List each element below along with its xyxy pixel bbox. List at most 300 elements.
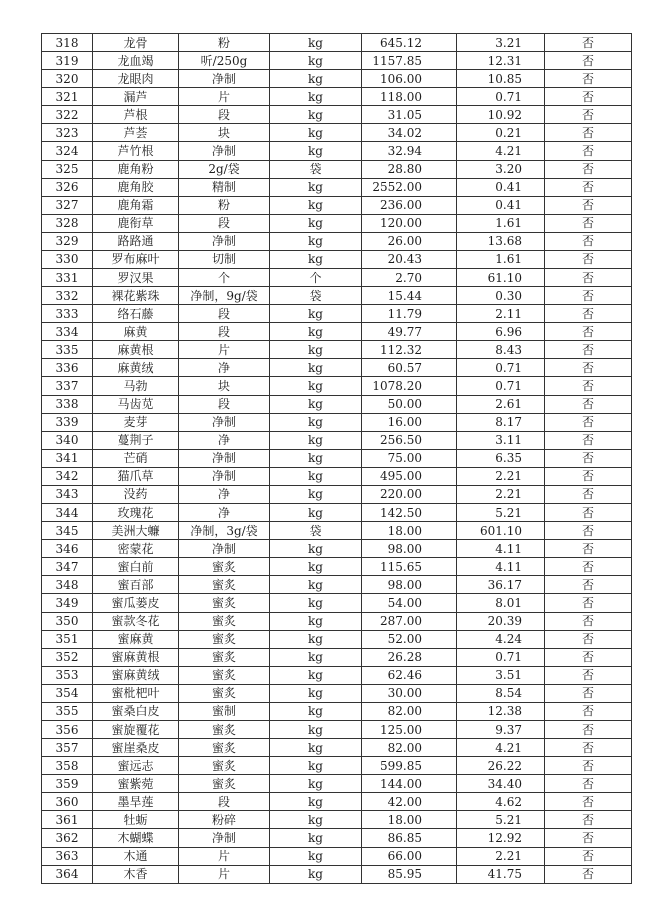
herb-name-cell: 蜜紫菀 [93, 775, 179, 793]
quantity-cell: 12.92 [457, 829, 545, 847]
row-number-cell: 322 [42, 106, 93, 124]
price-cell: 98.00 [362, 576, 457, 594]
unit-cell: kg [270, 467, 362, 485]
row-number-cell: 336 [42, 359, 93, 377]
quantity-cell: 12.31 [457, 52, 545, 70]
unit-cell: kg [270, 341, 362, 359]
specification-cell: 蜜炙 [179, 757, 270, 775]
row-number-cell: 330 [42, 250, 93, 268]
quantity-cell: 0.41 [457, 196, 545, 214]
specification-cell: 段 [179, 305, 270, 323]
row-number-cell: 354 [42, 684, 93, 702]
specification-cell: 片 [179, 88, 270, 106]
herb-name-cell: 芦荟 [93, 124, 179, 142]
specification-cell: 净 [179, 504, 270, 522]
flag-cell: 否 [545, 52, 632, 70]
price-cell: 287.00 [362, 612, 457, 630]
quantity-cell: 4.21 [457, 142, 545, 160]
unit-cell: kg [270, 847, 362, 865]
row-number-cell: 339 [42, 413, 93, 431]
table-row [42, 702, 632, 720]
table-row [42, 214, 632, 232]
specification-cell: 净制 [179, 449, 270, 467]
unit-cell: kg [270, 720, 362, 738]
herb-name-cell: 蜜麻黄 [93, 630, 179, 648]
table-row [42, 269, 632, 287]
unit-cell: kg [270, 576, 362, 594]
herb-name-cell: 路路通 [93, 232, 179, 250]
row-number-cell: 347 [42, 558, 93, 576]
herb-name-cell: 麦芽 [93, 413, 179, 431]
quantity-cell: 41.75 [457, 865, 545, 883]
specification-cell: 段 [179, 214, 270, 232]
herb-name-cell: 麻黄根 [93, 341, 179, 359]
table-row [42, 576, 632, 594]
flag-cell: 否 [545, 847, 632, 865]
flag-cell: 否 [545, 630, 632, 648]
unit-cell: kg [270, 124, 362, 142]
flag-cell: 否 [545, 305, 632, 323]
herb-name-cell: 蜜白前 [93, 558, 179, 576]
price-cell: 86.85 [362, 829, 457, 847]
price-cell: 112.32 [362, 341, 457, 359]
price-cell: 645.12 [362, 34, 457, 52]
specification-cell: 2g/袋 [179, 160, 270, 178]
table-row [42, 395, 632, 413]
table-row [42, 811, 632, 829]
specification-cell: 段 [179, 395, 270, 413]
table-row [42, 558, 632, 576]
quantity-cell: 8.43 [457, 341, 545, 359]
table-row [42, 630, 632, 648]
flag-cell: 否 [545, 232, 632, 250]
table-row [42, 305, 632, 323]
quantity-cell: 3.11 [457, 431, 545, 449]
flag-cell: 否 [545, 449, 632, 467]
unit-cell: kg [270, 865, 362, 883]
quantity-cell: 0.71 [457, 648, 545, 666]
herb-name-cell: 木通 [93, 847, 179, 865]
quantity-cell: 26.22 [457, 757, 545, 775]
flag-cell: 否 [545, 359, 632, 377]
unit-cell: kg [270, 250, 362, 268]
unit-cell: kg [270, 702, 362, 720]
table-row [42, 757, 632, 775]
price-cell: 118.00 [362, 88, 457, 106]
quantity-cell: 0.41 [457, 178, 545, 196]
herb-name-cell: 蜜瓜蒌皮 [93, 594, 179, 612]
row-number-cell: 343 [42, 485, 93, 503]
herb-name-cell: 蔓荆子 [93, 431, 179, 449]
table-row [42, 485, 632, 503]
herb-name-cell: 美洲大蠊 [93, 522, 179, 540]
flag-cell: 否 [545, 485, 632, 503]
row-number-cell: 362 [42, 829, 93, 847]
flag-cell: 否 [545, 648, 632, 666]
price-cell: 52.00 [362, 630, 457, 648]
quantity-cell: 4.21 [457, 739, 545, 757]
quantity-cell: 1.61 [457, 250, 545, 268]
quantity-cell: 6.96 [457, 323, 545, 341]
herb-name-cell: 鹿衔草 [93, 214, 179, 232]
unit-cell: kg [270, 178, 362, 196]
flag-cell: 否 [545, 558, 632, 576]
row-number-cell: 341 [42, 449, 93, 467]
quantity-cell: 8.17 [457, 413, 545, 431]
specification-cell: 蜜炙 [179, 648, 270, 666]
quantity-cell: 12.38 [457, 702, 545, 720]
quantity-cell: 20.39 [457, 612, 545, 630]
row-number-cell: 320 [42, 70, 93, 88]
flag-cell: 否 [545, 522, 632, 540]
flag-cell: 否 [545, 196, 632, 214]
flag-cell: 否 [545, 504, 632, 522]
quantity-cell: 0.71 [457, 377, 545, 395]
flag-cell: 否 [545, 739, 632, 757]
unit-cell: kg [270, 757, 362, 775]
table-row [42, 359, 632, 377]
unit-cell: kg [270, 630, 362, 648]
table-row [42, 250, 632, 268]
specification-cell: 净 [179, 485, 270, 503]
table-row [42, 106, 632, 124]
table-row [42, 142, 632, 160]
flag-cell: 否 [545, 269, 632, 287]
price-cell: 32.94 [362, 142, 457, 160]
price-cell: 50.00 [362, 395, 457, 413]
herb-name-cell: 麻黄 [93, 323, 179, 341]
specification-cell: 段 [179, 323, 270, 341]
quantity-cell: 3.20 [457, 160, 545, 178]
quantity-cell: 2.21 [457, 485, 545, 503]
quantity-cell: 4.62 [457, 793, 545, 811]
table-row [42, 34, 632, 52]
row-number-cell: 323 [42, 124, 93, 142]
unit-cell: kg [270, 232, 362, 250]
quantity-cell: 10.92 [457, 106, 545, 124]
table-row [42, 522, 632, 540]
table-row [42, 775, 632, 793]
unit-cell: kg [270, 775, 362, 793]
quantity-cell: 5.21 [457, 504, 545, 522]
price-cell: 18.00 [362, 522, 457, 540]
quantity-cell: 3.21 [457, 34, 545, 52]
row-number-cell: 342 [42, 467, 93, 485]
specification-cell: 净制 [179, 232, 270, 250]
specification-cell: 片 [179, 341, 270, 359]
herb-name-cell: 木蝴蝶 [93, 829, 179, 847]
unit-cell: kg [270, 359, 362, 377]
price-cell: 120.00 [362, 214, 457, 232]
table-row [42, 377, 632, 395]
herb-name-cell: 罗汉果 [93, 269, 179, 287]
table-row [42, 232, 632, 250]
table-row [42, 612, 632, 630]
quantity-cell: 10.85 [457, 70, 545, 88]
specification-cell: 个 [179, 269, 270, 287]
unit-cell: kg [270, 431, 362, 449]
unit-cell: kg [270, 540, 362, 558]
price-cell: 26.00 [362, 232, 457, 250]
row-number-cell: 328 [42, 214, 93, 232]
quantity-cell: 0.71 [457, 359, 545, 377]
row-number-cell: 324 [42, 142, 93, 160]
specification-cell: 净 [179, 431, 270, 449]
row-number-cell: 326 [42, 178, 93, 196]
table-row [42, 124, 632, 142]
price-cell: 1078.20 [362, 377, 457, 395]
row-number-cell: 349 [42, 594, 93, 612]
unit-cell: kg [270, 449, 362, 467]
herb-name-cell: 裸花紫珠 [93, 287, 179, 305]
table-row [42, 847, 632, 865]
specification-cell: 净制，9g/袋 [179, 287, 270, 305]
quantity-cell: 2.11 [457, 305, 545, 323]
specification-cell: 段 [179, 106, 270, 124]
herb-name-cell: 龙骨 [93, 34, 179, 52]
price-cell: 2.70 [362, 269, 457, 287]
unit-cell: kg [270, 666, 362, 684]
quantity-cell: 9.37 [457, 720, 545, 738]
price-cell: 256.50 [362, 431, 457, 449]
price-cell: 26.28 [362, 648, 457, 666]
quantity-cell: 2.21 [457, 847, 545, 865]
quantity-cell: 4.11 [457, 558, 545, 576]
row-number-cell: 319 [42, 52, 93, 70]
table-row [42, 793, 632, 811]
table-row [42, 594, 632, 612]
specification-cell: 净制 [179, 829, 270, 847]
specification-cell: 蜜炙 [179, 739, 270, 757]
specification-cell: 蜜炙 [179, 720, 270, 738]
unit-cell: kg [270, 52, 362, 70]
flag-cell: 否 [545, 576, 632, 594]
specification-cell: 蜜炙 [179, 775, 270, 793]
table-row [42, 160, 632, 178]
row-number-cell: 333 [42, 305, 93, 323]
quantity-cell: 36.17 [457, 576, 545, 594]
row-number-cell: 353 [42, 666, 93, 684]
row-number-cell: 357 [42, 739, 93, 757]
specification-cell: 蜜炙 [179, 630, 270, 648]
herb-name-cell: 牡蛎 [93, 811, 179, 829]
unit-cell: kg [270, 594, 362, 612]
herb-name-cell: 蜜款冬花 [93, 612, 179, 630]
price-cell: 15.44 [362, 287, 457, 305]
price-cell: 49.77 [362, 323, 457, 341]
flag-cell: 否 [545, 775, 632, 793]
price-cell: 62.46 [362, 666, 457, 684]
herb-name-cell: 麻黄绒 [93, 359, 179, 377]
table-row [42, 829, 632, 847]
table-row [42, 720, 632, 738]
flag-cell: 否 [545, 666, 632, 684]
price-cell: 28.80 [362, 160, 457, 178]
flag-cell: 否 [545, 70, 632, 88]
herb-name-cell: 猫爪草 [93, 467, 179, 485]
row-number-cell: 355 [42, 702, 93, 720]
table-row [42, 540, 632, 558]
specification-cell: 蜜炙 [179, 558, 270, 576]
price-cell: 16.00 [362, 413, 457, 431]
flag-cell: 否 [545, 142, 632, 160]
price-cell: 98.00 [362, 540, 457, 558]
specification-cell: 块 [179, 124, 270, 142]
flag-cell: 否 [545, 214, 632, 232]
price-cell: 115.65 [362, 558, 457, 576]
specification-cell: 净制 [179, 413, 270, 431]
flag-cell: 否 [545, 702, 632, 720]
herb-name-cell: 蜜远志 [93, 757, 179, 775]
row-number-cell: 363 [42, 847, 93, 865]
quantity-cell: 8.01 [457, 594, 545, 612]
price-cell: 60.57 [362, 359, 457, 377]
unit-cell: 袋 [270, 287, 362, 305]
flag-cell: 否 [545, 88, 632, 106]
unit-cell: kg [270, 214, 362, 232]
unit-cell: kg [270, 142, 362, 160]
price-cell: 82.00 [362, 702, 457, 720]
unit-cell: kg [270, 106, 362, 124]
quantity-cell: 0.21 [457, 124, 545, 142]
row-number-cell: 338 [42, 395, 93, 413]
specification-cell: 蜜炙 [179, 594, 270, 612]
herb-name-cell: 蜜麻黄根 [93, 648, 179, 666]
quantity-cell: 0.30 [457, 287, 545, 305]
flag-cell: 否 [545, 413, 632, 431]
flag-cell: 否 [545, 811, 632, 829]
specification-cell: 蜜炙 [179, 612, 270, 630]
quantity-cell: 8.54 [457, 684, 545, 702]
unit-cell: kg [270, 196, 362, 214]
herb-name-cell: 蜜桑白皮 [93, 702, 179, 720]
specification-cell: 净 [179, 359, 270, 377]
herb-name-cell: 密蒙花 [93, 540, 179, 558]
quantity-cell: 601.10 [457, 522, 545, 540]
price-cell: 42.00 [362, 793, 457, 811]
flag-cell: 否 [545, 160, 632, 178]
unit-cell: kg [270, 377, 362, 395]
price-cell: 236.00 [362, 196, 457, 214]
table-row [42, 666, 632, 684]
price-cell: 106.00 [362, 70, 457, 88]
specification-cell: 片 [179, 847, 270, 865]
specification-cell: 段 [179, 793, 270, 811]
herb-name-cell: 蜜崖桑皮 [93, 739, 179, 757]
flag-cell: 否 [545, 684, 632, 702]
row-number-cell: 335 [42, 341, 93, 359]
specification-cell: 切制 [179, 250, 270, 268]
price-cell: 11.79 [362, 305, 457, 323]
specification-cell: 听/250g [179, 52, 270, 70]
specification-cell: 粉碎 [179, 811, 270, 829]
row-number-cell: 348 [42, 576, 93, 594]
unit-cell: kg [270, 305, 362, 323]
flag-cell: 否 [545, 323, 632, 341]
flag-cell: 否 [545, 287, 632, 305]
unit-cell: kg [270, 558, 362, 576]
unit-cell: kg [270, 395, 362, 413]
row-number-cell: 318 [42, 34, 93, 52]
flag-cell: 否 [545, 720, 632, 738]
herb-name-cell: 墨旱莲 [93, 793, 179, 811]
flag-cell: 否 [545, 395, 632, 413]
flag-cell: 否 [545, 341, 632, 359]
quantity-cell: 4.11 [457, 540, 545, 558]
herb-name-cell: 鹿角霜 [93, 196, 179, 214]
specification-cell: 净制，3g/袋 [179, 522, 270, 540]
specification-cell: 块 [179, 377, 270, 395]
price-cell: 31.05 [362, 106, 457, 124]
herb-name-cell: 络石藤 [93, 305, 179, 323]
row-number-cell: 345 [42, 522, 93, 540]
unit-cell: kg [270, 88, 362, 106]
flag-cell: 否 [545, 377, 632, 395]
flag-cell: 否 [545, 431, 632, 449]
herb-name-cell: 没药 [93, 485, 179, 503]
flag-cell: 否 [545, 250, 632, 268]
flag-cell: 否 [545, 467, 632, 485]
price-cell: 18.00 [362, 811, 457, 829]
flag-cell: 否 [545, 34, 632, 52]
herb-name-cell: 蜜枇杷叶 [93, 684, 179, 702]
price-cell: 142.50 [362, 504, 457, 522]
unit-cell: kg [270, 648, 362, 666]
price-cell: 20.43 [362, 250, 457, 268]
specification-cell: 净制 [179, 540, 270, 558]
unit-cell: kg [270, 323, 362, 341]
specification-cell: 蜜炙 [179, 576, 270, 594]
price-cell: 82.00 [362, 739, 457, 757]
unit-cell: kg [270, 413, 362, 431]
table-row [42, 178, 632, 196]
price-table [41, 33, 632, 884]
herb-name-cell: 木香 [93, 865, 179, 883]
row-number-cell: 352 [42, 648, 93, 666]
unit-cell: kg [270, 504, 362, 522]
row-number-cell: 332 [42, 287, 93, 305]
unit-cell: kg [270, 793, 362, 811]
row-number-cell: 327 [42, 196, 93, 214]
flag-cell: 否 [545, 106, 632, 124]
price-cell: 85.95 [362, 865, 457, 883]
herb-name-cell: 芦根 [93, 106, 179, 124]
price-cell: 54.00 [362, 594, 457, 612]
flag-cell: 否 [545, 124, 632, 142]
herb-name-cell: 芦竹根 [93, 142, 179, 160]
row-number-cell: 351 [42, 630, 93, 648]
flag-cell: 否 [545, 594, 632, 612]
specification-cell: 净制 [179, 467, 270, 485]
row-number-cell: 361 [42, 811, 93, 829]
flag-cell: 否 [545, 865, 632, 883]
row-number-cell: 346 [42, 540, 93, 558]
herb-name-cell: 马齿苋 [93, 395, 179, 413]
table-row [42, 865, 632, 883]
herb-name-cell: 玫瑰花 [93, 504, 179, 522]
flag-cell: 否 [545, 612, 632, 630]
flag-cell: 否 [545, 793, 632, 811]
flag-cell: 否 [545, 178, 632, 196]
unit-cell: 袋 [270, 160, 362, 178]
unit-cell: kg [270, 829, 362, 847]
quantity-cell: 1.61 [457, 214, 545, 232]
herb-name-cell: 漏芦 [93, 88, 179, 106]
row-number-cell: 344 [42, 504, 93, 522]
unit-cell: kg [270, 485, 362, 503]
specification-cell: 片 [179, 865, 270, 883]
quantity-cell: 2.21 [457, 467, 545, 485]
